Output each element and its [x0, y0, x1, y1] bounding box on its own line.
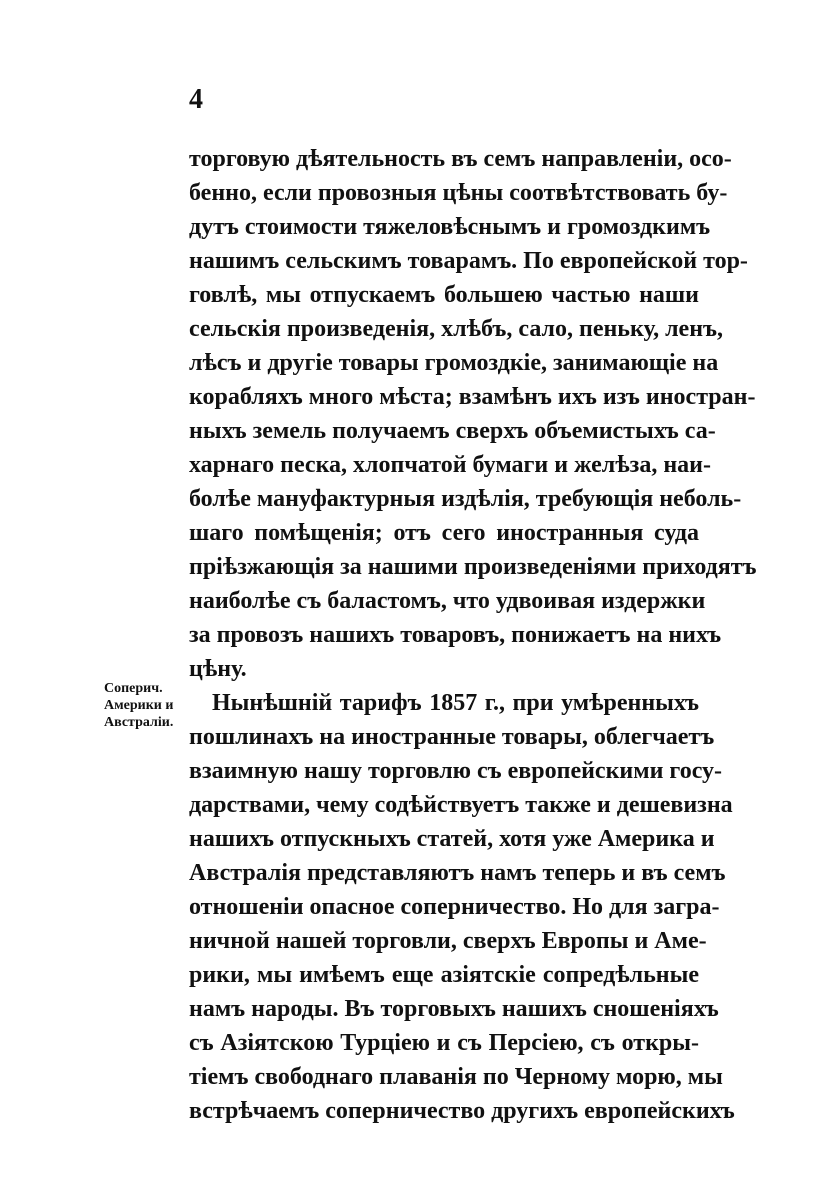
- text-line: шаго помѣщенія; отъ сего иностранныя суда: [189, 520, 699, 546]
- text-line: бенно, если провозныя цѣны соотвѣтствовать бу-: [189, 180, 728, 206]
- margin-note-line: Америки и: [104, 698, 174, 713]
- text-line: рики, мы имѣемъ еще азіятскіе сопредѣльные: [189, 962, 699, 988]
- text-line: намъ народы. Въ торговыхъ нашихъ сношеніяхъ: [189, 996, 719, 1022]
- text-line: за провозъ нашихъ товаровъ, понижаетъ на нихъ: [189, 622, 722, 648]
- text-line: наиболѣе съ баластомъ, что удвоивая издержки: [189, 588, 706, 614]
- text-line: Нынѣшній тарифъ 1857 г., при умѣренныхъ: [212, 690, 699, 716]
- text-line: сельскія произведенія, хлѣбъ, сало, пеньку, ленъ,: [189, 316, 724, 342]
- text-line: дарствами, чему содѣйствуетъ также и дешевизна: [189, 792, 733, 818]
- text-line: лѣсъ и другіе товары громоздкіе, занимающіе на: [189, 350, 719, 376]
- text-line: болѣе мануфактурныя издѣлія, требующія неболь-: [189, 486, 742, 512]
- text-line: ныхъ земель получаемъ сверхъ объемистыхъ са-: [189, 418, 716, 444]
- text-line: нашимъ сельскимъ товарамъ. По европейской тор-: [189, 248, 748, 274]
- page-number: 4: [189, 84, 203, 115]
- text-line: ничной нашей торговли, сверхъ Европы и Аме-: [189, 928, 707, 954]
- text-line: пріѣзжающія за нашими произведеніями приходятъ: [189, 554, 757, 580]
- text-line: корабляхъ много мѣста; взамѣнъ ихъ изъ иностран-: [189, 384, 756, 410]
- text-line: тіемъ свободнаго плаванія по Черному морю, мы: [189, 1064, 723, 1090]
- text-line: дутъ стоимости тяжеловѣснымъ и громоздкимъ: [189, 214, 711, 240]
- margin-note-line: Соперич.: [104, 681, 163, 696]
- text-line: цѣну.: [189, 656, 247, 682]
- text-line: нашихъ отпускныхъ статей, хотя уже Америка и: [189, 826, 715, 852]
- text-line: торговую дѣятельность въ семъ направленіи, осо-: [189, 146, 732, 172]
- margin-note: [104, 680, 184, 731]
- text-line: харнаго песка, хлопчатой бумаги и желѣза, наи-: [189, 452, 711, 478]
- text-line: Австралія представляютъ намъ теперь и въ семъ: [189, 860, 726, 886]
- text-line: взаимную нашу торговлю съ европейскими госу-: [189, 758, 723, 784]
- text-line: встрѣчаемъ соперничество другихъ европейскихъ: [189, 1098, 735, 1124]
- margin-note-line: Австраліи.: [104, 715, 174, 730]
- text-line: съ Азіятскою Турціею и съ Персіею, съ откры-: [189, 1030, 699, 1056]
- text-line: пошлинахъ на иностранные товары, облегчаетъ: [189, 724, 715, 750]
- text-line: отношеніи опасное соперничество. Но для загра-: [189, 894, 720, 920]
- text-line: говлѣ, мы отпускаемъ большею частью наши: [189, 282, 699, 308]
